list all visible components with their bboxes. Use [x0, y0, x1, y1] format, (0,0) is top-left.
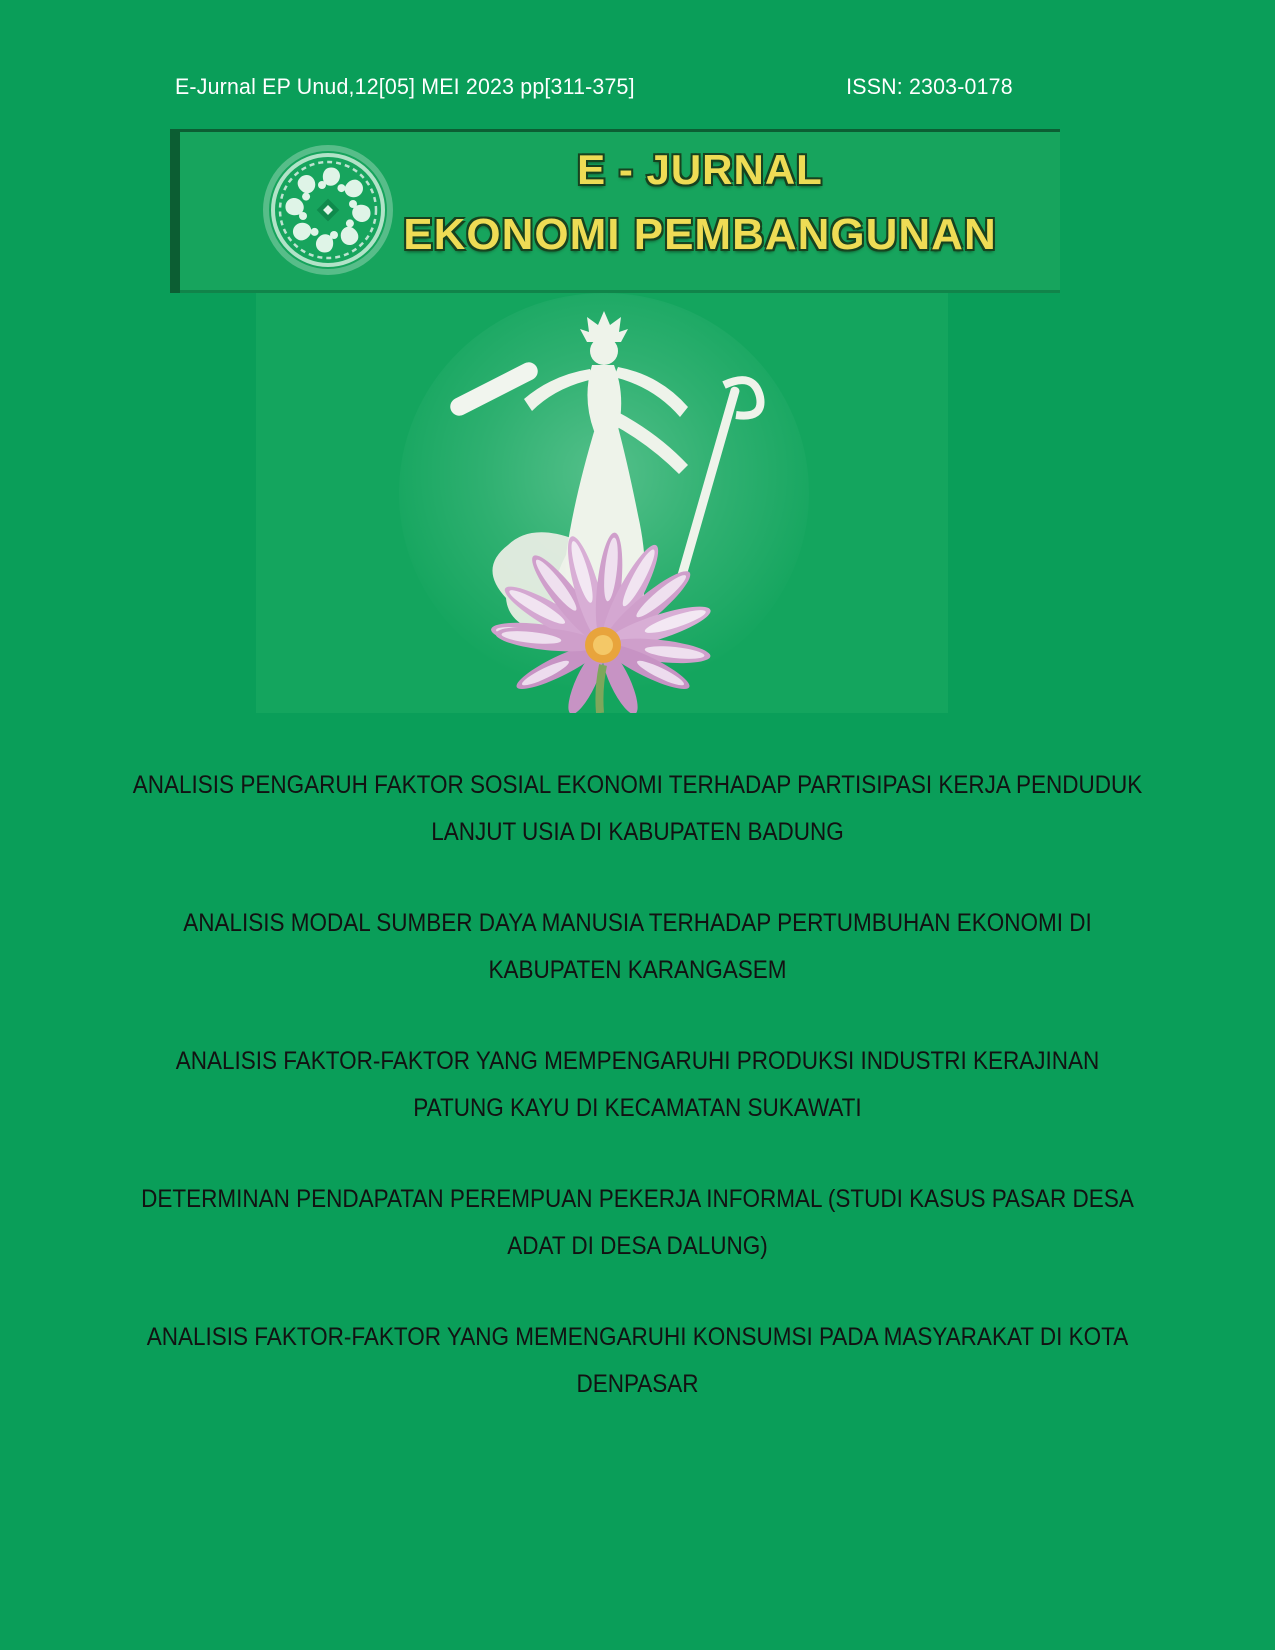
article-title-list	[60, 762, 1215, 1452]
article-title-line: KABUPATEN KARANGASEM	[488, 956, 787, 984]
journal-title	[400, 139, 1000, 269]
article-title	[60, 1176, 1215, 1270]
article-title-line: ANALISIS PENGARUH FAKTOR SOSIAL EKONOMI TERHADAP PARTISIPASI KERJA PENDUDUK	[132, 771, 1143, 799]
article-title	[60, 762, 1215, 856]
journal-title-line1: E - JURNAL	[577, 146, 823, 193]
article-title-line: ADAT DI DESA DALUNG)	[507, 1232, 768, 1260]
article-title	[60, 1038, 1215, 1132]
cover-illustration	[256, 293, 948, 713]
article-title-line: ANALISIS FAKTOR-FAKTOR YANG MEMPENGARUHI PRODUKSI INDUSTRI KERAJINAN	[175, 1047, 1100, 1075]
journal-title-line2: EKONOMI PEMBANGUNAN	[403, 210, 997, 259]
saraswati-statue-lotus-image	[256, 293, 948, 713]
page-header	[175, 74, 1013, 100]
article-title-line: ANALISIS FAKTOR-FAKTOR YANG MEMENGARUHI KONSUMSI PADA MASYARAKAT DI KOTA	[146, 1323, 1129, 1351]
article-title-line: PATUNG KAYU DI KECAMATAN SUKAWATI	[413, 1094, 862, 1122]
journal-issue-info: E-Jurnal EP Unud,12[05] MEI 2023 pp[311-375]	[175, 74, 635, 99]
article-title-line: ANALISIS MODAL SUMBER DAYA MANUSIA TERHADAP PERTUMBUHAN EKONOMI DI	[183, 909, 1092, 937]
university-ornament-logo-icon	[262, 144, 394, 276]
journal-banner	[170, 129, 1060, 293]
article-title	[60, 1314, 1215, 1408]
article-title	[60, 900, 1215, 994]
article-title-line: DENPASAR	[576, 1370, 699, 1398]
article-title-line: LANJUT USIA DI KABUPATEN BADUNG	[431, 818, 844, 846]
issn-label: ISSN: 2303-0178	[846, 74, 1013, 99]
article-title-line: DETERMINAN PENDAPATAN PEREMPUAN PEKERJA INFORMAL (STUDI KASUS PASAR DESA	[141, 1185, 1134, 1213]
